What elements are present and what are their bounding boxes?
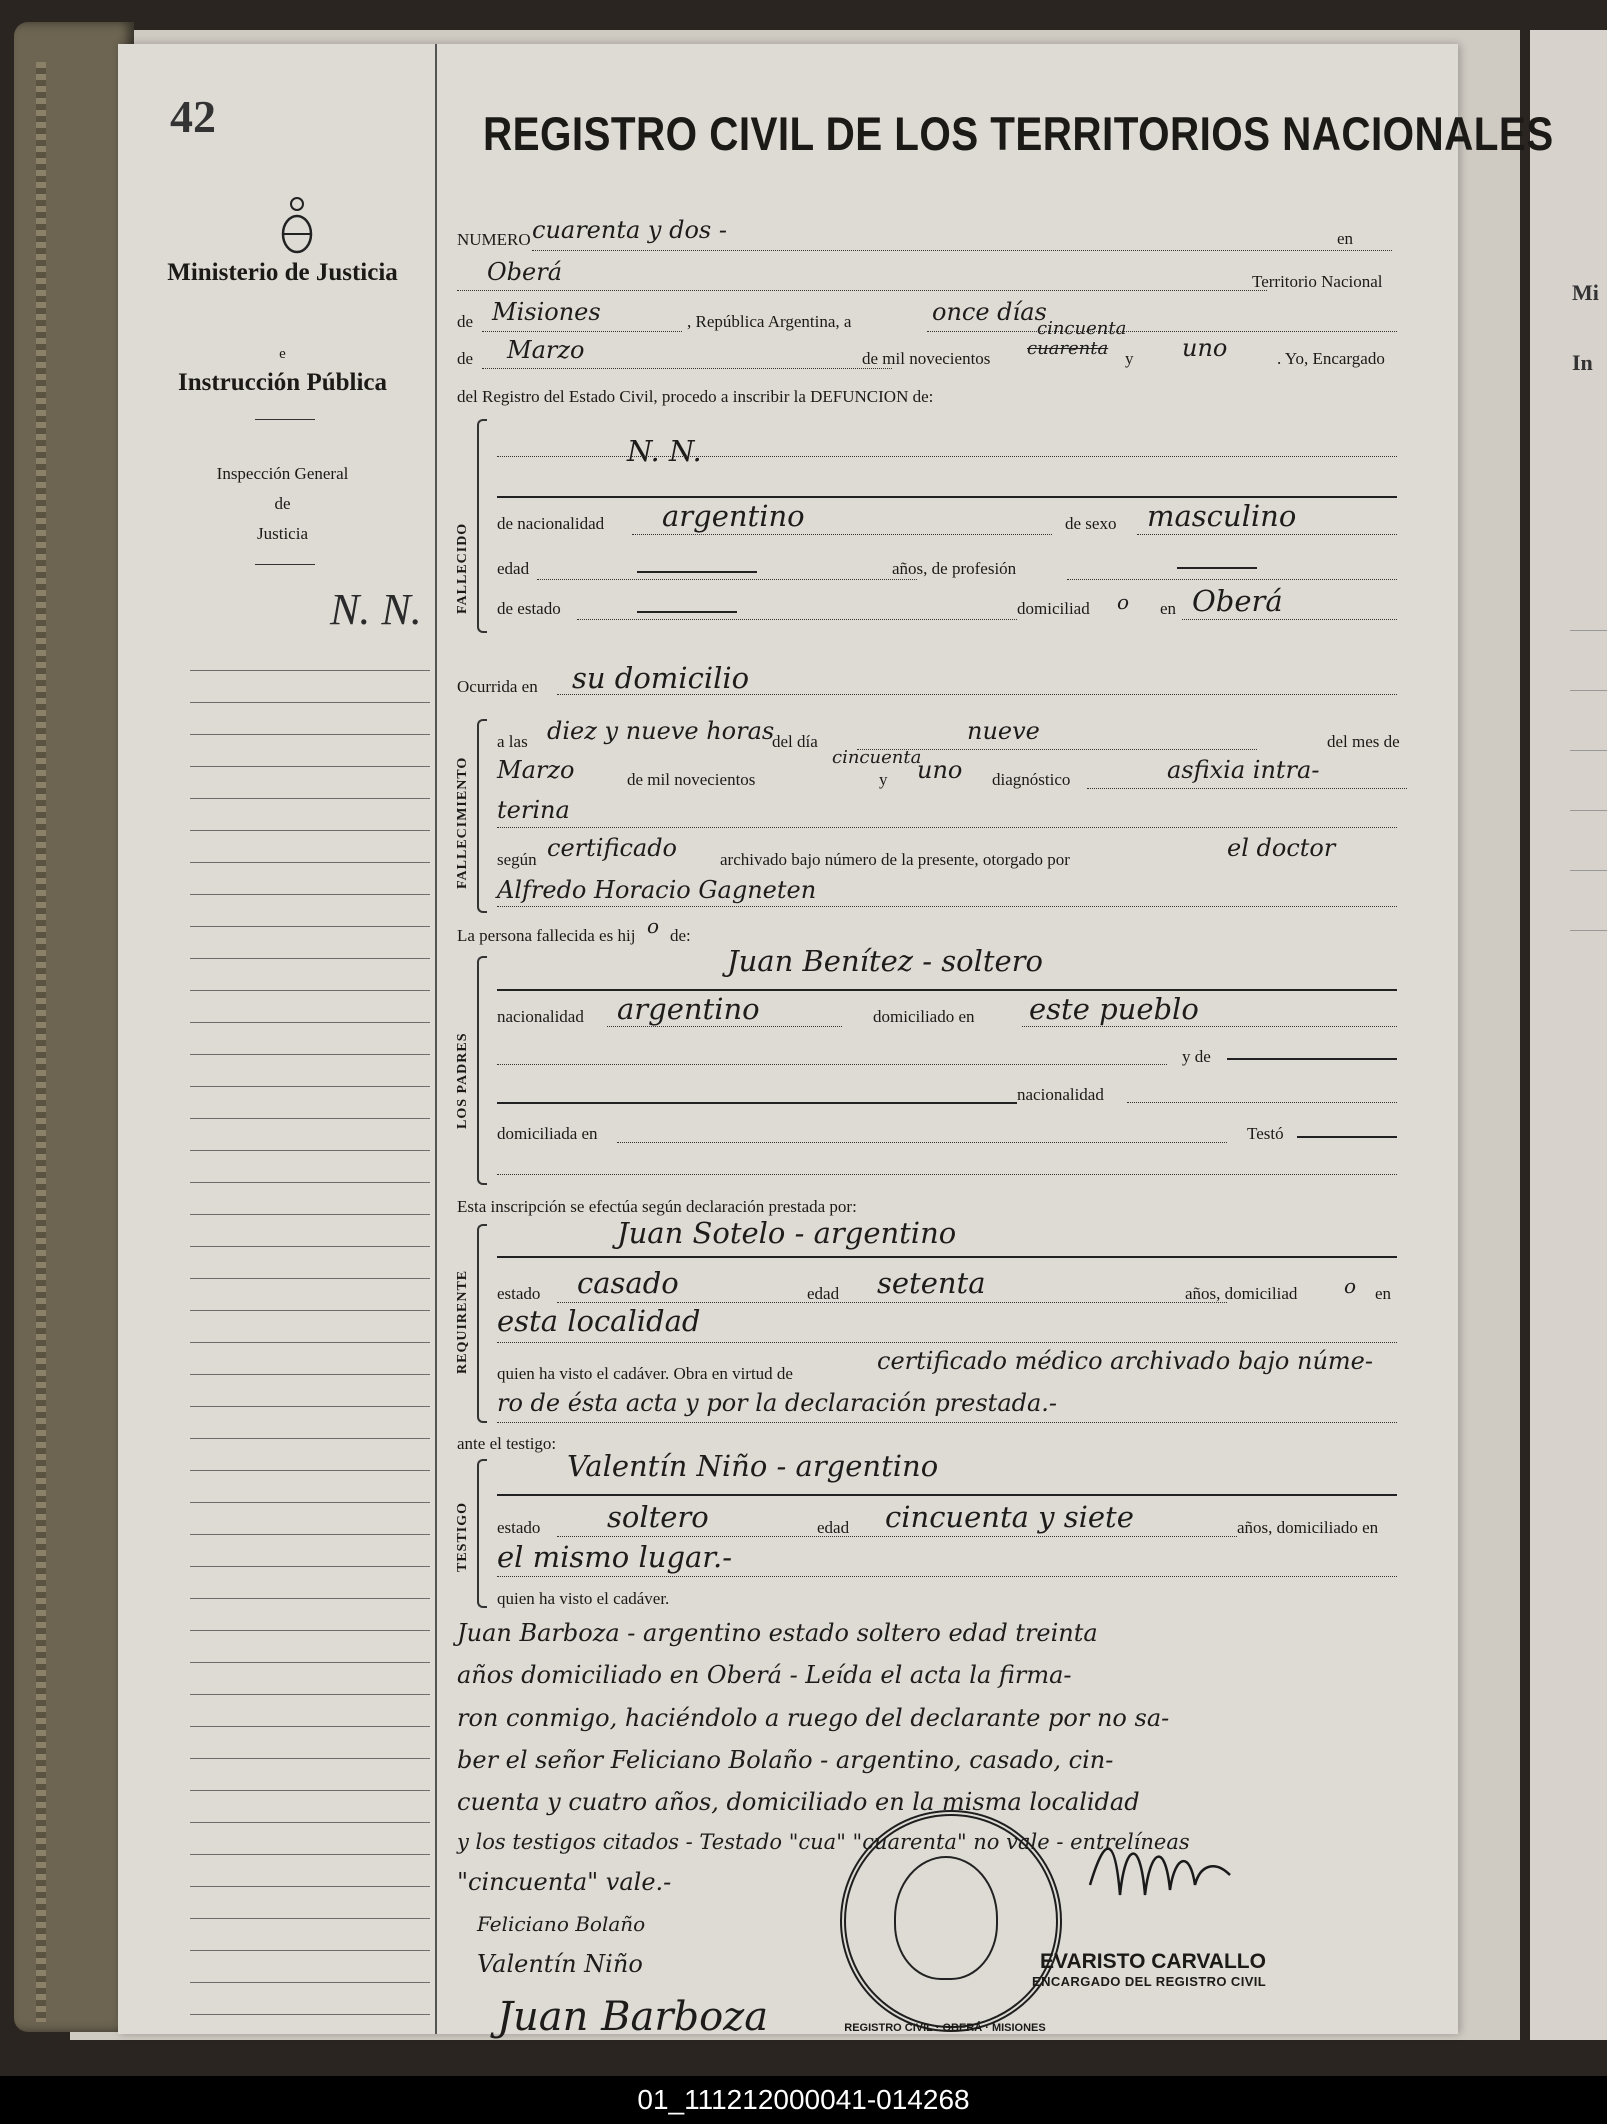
label-y2: y [879,770,888,789]
label-sexo: de sexo [1065,514,1117,533]
value-padre-nac: argentino [617,992,760,1026]
value-provincia: Misiones [492,298,601,326]
value-anio-unidad: uno [1182,334,1228,362]
note-line: y los testigos citados - Testado "cua" "cuarenta" no vale - entrelíneas [457,1830,1190,1854]
value-doctor: el doctor [1227,834,1336,862]
note-line: años domiciliado en Oberá - Leída el acta la firma- [457,1661,1072,1689]
ministry-line1: Ministerio de Justicia [167,259,398,286]
label-y-de: y de [1182,1047,1211,1066]
officer-title: ENCARGADO DEL REGISTRO CIVIL [1032,1974,1267,1989]
side-label-padres: LOS PADRES [455,1032,470,1129]
right-page-fragment [1530,30,1607,2040]
value-anio-tachado: cuarenta [1027,338,1109,359]
death-record-form [437,44,1554,2040]
label-ante: ante el testigo: [457,1434,557,1453]
label-yo: . Yo, Encargado [1277,349,1385,368]
label-estado2: estado [497,1284,541,1303]
label-nacionalidad3: nacionalidad [1017,1085,1104,1104]
value-mes: Marzo [507,336,585,364]
label-estado: de estado [497,599,561,618]
label-testo: Testó [1247,1124,1284,1143]
label-domiciliada-en: domiciliada en [497,1124,598,1143]
note-line: Juan Barboza - argentino estado soltero edad treinta [457,1619,1098,1647]
value-dia: once días [932,298,1047,326]
value-padre: Juan Benítez - soltero [727,944,1043,978]
label-anos-dom3: años, domiciliado en [1237,1518,1379,1537]
value-obra2: ro de ésta acta y por la declaración prestada.- [497,1389,1058,1417]
inspection-line1: Inspección General [216,464,349,483]
label-de-mil: de mil novecientos [862,349,991,368]
value-req-estado: casado [577,1266,679,1300]
value-diagnostico2: terina [497,796,570,824]
inspection-block [130,459,435,549]
side-label-requirente: REQUIRENTE [455,1269,470,1374]
value-obra: certificado médico archivado bajo núme- [877,1347,1373,1375]
label-del-mes: del mes de [1327,732,1400,751]
value-nacionalidad: argentino [662,499,805,533]
label-quien-visto: quien ha visto el cadáver. [497,1589,670,1608]
value-test-dom: el mismo lugar.- [497,1540,732,1574]
value-sufijo-o: o [1344,1274,1357,1298]
label-persona-hij: La persona fallecida es hij [457,926,636,945]
signature-feliciano: Feliciano Bolaño [477,1912,646,1936]
value-test-edad: cincuenta y siete [885,1500,1134,1534]
value-hora: diez y nueve horas [547,717,775,745]
label-anos-prof: años, de profesión [892,559,1017,578]
label-a-las: a las [497,732,528,751]
label-del-dia: del día [772,732,818,751]
value-test-estado: soltero [607,1500,709,1534]
label-de2: de [457,349,474,368]
label-archivado: archivado bajo número de la presente, otorgado por [720,850,1070,869]
ruled-lines [190,639,430,2029]
value-nombre: N. N. [627,434,702,468]
right-page-text: In [1572,350,1593,375]
stub-column [130,44,437,2034]
label-de-colon: de: [670,926,691,945]
ministry-conjunction: e [279,346,286,362]
ministry-line2: Instrucción Pública [177,369,388,396]
inspection-line3: Justicia [257,524,308,543]
label-diagnostico: diagnóstico [992,770,1071,789]
value-req-edad: setenta [877,1266,986,1300]
note-line: ber el señor Feliciano Bolaño - argentino, casado, cin- [457,1746,1114,1774]
value-domicilio: Oberá [1192,584,1283,618]
page-number: 42 [170,91,216,142]
value-sexo: masculino [1147,499,1297,533]
image-caption: 01_111212000041-014268 [0,2076,1607,2124]
label-en: en [1337,229,1354,248]
label-nacionalidad2: nacionalidad [497,1007,584,1026]
label-domiciliad: domiciliad [1017,599,1090,618]
value-localidad: Oberá [487,258,563,286]
right-page-text: Mi [1572,280,1599,305]
note-line: ron conmigo, haciéndolo a ruego del declarante por no sa- [457,1704,1170,1732]
value-requirente: Juan Sotelo - argentino [617,1216,957,1250]
value-numero: cuarenta y dos - [532,216,727,244]
registry-stamp [840,1810,1062,2032]
label-nacionalidad: de nacionalidad [497,514,605,533]
side-label-fallecimiento: FALLECIMIENTO [455,756,470,889]
label-edad2: edad [807,1284,840,1303]
coat-of-arms-icon [280,194,314,256]
divider [255,419,315,420]
label-registro: del Registro del Estado Civil, procedo a inscribir la DEFUNCION de: [457,387,934,406]
label-inscripcion: Esta inscripción se efectúa según declaración prestada por: [457,1197,857,1216]
signature-valentin: Valentín Niño [477,1950,643,1978]
value-doctor-nombre: Alfredo Horacio Gagneten [497,876,817,904]
value-diagnostico: asfixia intra- [1167,756,1320,784]
value-padre-dom: este pueblo [1029,992,1199,1026]
value-req-dom: esta localidad [497,1304,701,1338]
note-line: cuenta y cuatro años, domiciliado en la misma localidad [457,1788,1140,1816]
label-quien-obra: quien ha visto el cadáver. Obra en virtud de [497,1364,793,1383]
side-label-fallecido: FALLECIDO [455,522,470,614]
value-ocurrida: su domicilio [572,661,750,695]
label-en: en [1160,599,1177,618]
note-line: "cincuenta" vale.- [457,1868,672,1896]
label-numero: NUMERO [457,230,531,249]
label-anos-dom: años, domiciliad [1185,1284,1298,1303]
label-segun: según [497,850,537,869]
value-dia-muerte: nueve [967,717,1040,745]
side-label-testigo: TESTIGO [455,1501,470,1572]
label-edad: edad [497,559,530,578]
signature-juan: Juan Barboza [497,1994,769,2040]
value-sufijo-o: o [1117,590,1130,614]
value-anio-muerte-sobre: cincuenta [832,747,922,768]
form-title: REGISTRO CIVIL DE LOS TERRITORIOS NACIONALES [483,107,1554,160]
label-domiciliado-en: domiciliado en [873,1007,975,1026]
stub-name: N. N. [330,585,422,634]
value-certificado: certificado [547,834,678,862]
label-de: de [457,312,474,331]
label-territorio: Territorio Nacional [1252,272,1383,291]
value-anio-sobre: cincuenta [1037,318,1127,339]
label-ocurrida: Ocurrida en [457,677,538,696]
label-de-mil2: de mil novecientos [627,770,756,789]
value-anio-muerte-unidad: uno [917,756,963,784]
value-testigo: Valentín Niño - argentino [567,1449,939,1483]
inspection-line2: de [274,494,291,513]
label-y: y [1125,349,1134,368]
officer-name: EVARISTO CARVALLO [1040,1950,1266,1973]
value-sufijo-o: o [647,914,660,938]
label-republica: , República Argentina, a [687,312,852,331]
label-estado3: estado [497,1518,541,1537]
label-edad3: edad [817,1518,850,1537]
value-mes-muerte: Marzo [497,756,575,784]
coat-of-arms-icon [894,1856,998,1980]
label-en2: en [1375,1284,1392,1303]
divider [255,564,315,565]
stamp-text: REGISTRO CIVIL · OBERÁ · MISIONES [844,2022,1046,2034]
officer-signature [1085,1825,1235,1915]
book-cover [14,22,134,2032]
